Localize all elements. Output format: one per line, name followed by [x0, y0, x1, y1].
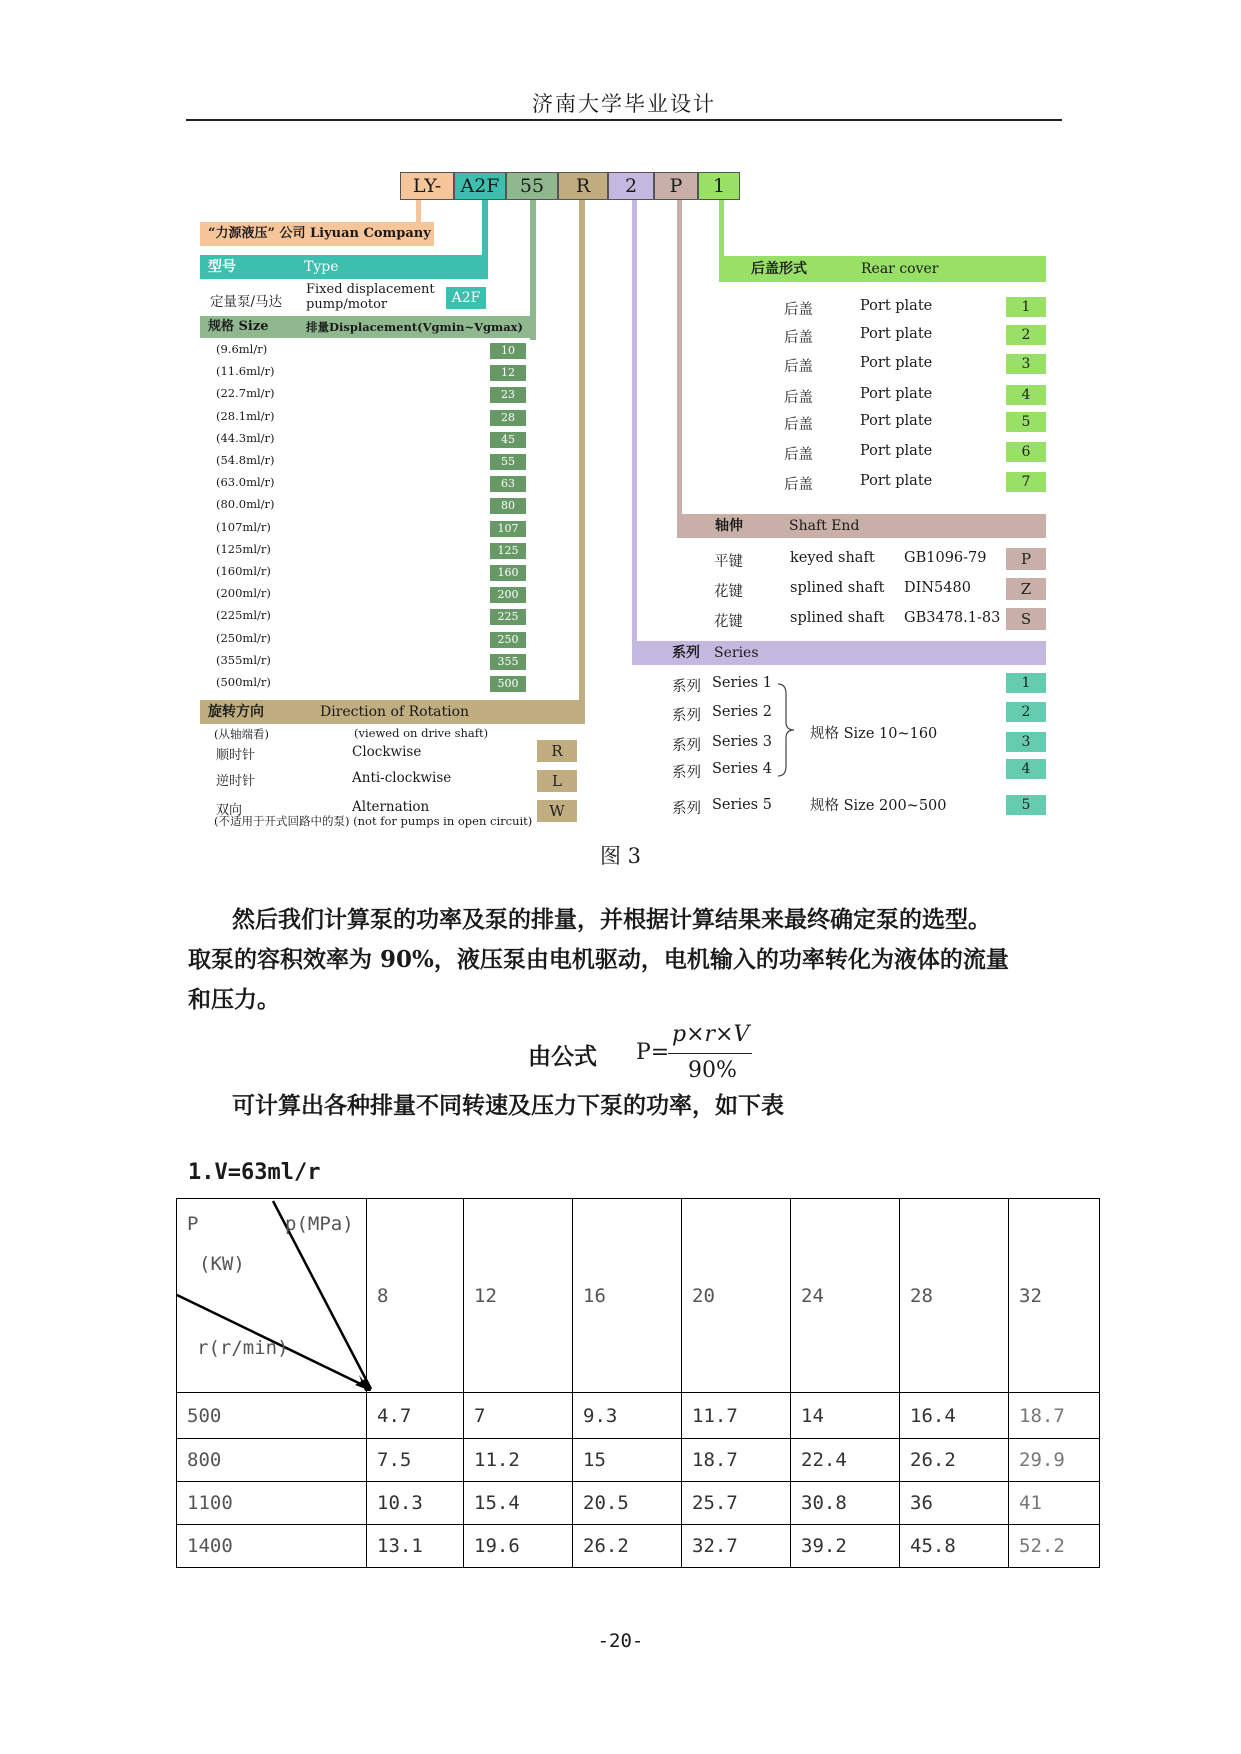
power-cell: 18.7: [682, 1439, 791, 1482]
speed-cell: 1100: [177, 1482, 367, 1525]
pressure-header: 12: [464, 1199, 573, 1393]
formula-numerator: p×r×V: [672, 1022, 750, 1047]
rotation-code: R: [537, 740, 577, 762]
shaft-end-bar-en: Shaft End: [789, 518, 860, 534]
connector-p: [677, 200, 682, 525]
size-displacement: (9.6ml/r): [216, 342, 268, 356]
rear-en: Port plate: [860, 326, 933, 342]
page-number: -20-: [597, 1630, 644, 1652]
corner-p: P: [187, 1213, 199, 1235]
shaft-std: GB3478.1-83: [904, 610, 1001, 626]
series-brace: [776, 682, 796, 778]
paragraph-2: 可计算出各种排量不同转速及压力下泵的功率，如下表: [232, 1092, 784, 1119]
power-cell: 14: [791, 1393, 900, 1439]
series-code: 2: [1006, 702, 1046, 722]
power-cell: 13.1: [367, 1525, 464, 1568]
size-displacement: (63.0ml/r): [216, 475, 275, 490]
series-code: 1: [1006, 673, 1046, 693]
power-cell: 15.4: [464, 1482, 573, 1525]
table-header-row: [177, 1199, 1100, 1393]
pressure-header: 28: [900, 1199, 1009, 1393]
series-cn: 系列: [672, 801, 701, 817]
size-bar-en: 排量Displacement(Vgmin~Vgmax): [306, 320, 523, 334]
page-header-title: 济南大学毕业设计: [532, 92, 716, 116]
rear-en: Port plate: [860, 473, 933, 489]
power-cell: 41: [1009, 1482, 1100, 1525]
connector-1: [719, 200, 724, 260]
rear-code: 2: [1006, 325, 1046, 345]
rear-cn: 后盖: [784, 330, 813, 346]
series-en: Series 5: [712, 797, 772, 813]
connector-r: [579, 200, 585, 700]
size-displacement: (44.3ml/r): [216, 430, 275, 445]
shaft-en: splined shaft: [790, 580, 885, 596]
size-code: 107: [490, 521, 526, 537]
size-displacement: (80.0ml/r): [216, 497, 275, 512]
power-cell: 10.3: [367, 1482, 464, 1525]
rear-code: 5: [1006, 412, 1046, 432]
fixed-cn: 定量泵/马达: [210, 294, 283, 310]
connector-2: [632, 200, 637, 665]
table-row: [177, 1482, 1100, 1525]
power-cell: 26.2: [900, 1439, 1009, 1482]
size-code: 355: [490, 654, 526, 670]
size-code: 45: [490, 432, 526, 448]
power-cell: 20.5: [573, 1482, 682, 1525]
size-code: 160: [490, 565, 526, 581]
shaft-cn: 花键: [714, 614, 743, 630]
rear-cover-bar-en: Rear cover: [861, 261, 939, 277]
rear-en: Port plate: [860, 355, 933, 371]
power-cell: 22.4: [791, 1439, 900, 1482]
formula-denominator: 90%: [688, 1058, 737, 1083]
rear-cn: 后盖: [784, 447, 813, 463]
code-box-3: R: [558, 172, 608, 200]
series-cn: 系列: [672, 765, 701, 781]
rotation-cn: 双向: [216, 803, 243, 818]
rotation-en: Clockwise: [352, 744, 422, 760]
speed-cell: 800: [177, 1439, 367, 1482]
series-cn: 系列: [672, 679, 701, 695]
code-box-4: 2: [608, 172, 654, 200]
table-row: [177, 1393, 1100, 1439]
table-corner-cell: [177, 1199, 367, 1393]
rear-cover-bar: [719, 256, 1046, 282]
power-cell: 7: [464, 1393, 573, 1439]
type-bar-cn: 型号: [208, 259, 236, 275]
corner-r: r(r/min): [197, 1337, 289, 1359]
table-row: [177, 1525, 1100, 1568]
corner-mpa: p(MPa): [285, 1213, 354, 1235]
rotation-bar: [200, 700, 585, 724]
power-cell: 9.3: [573, 1393, 682, 1439]
rotation-code: W: [537, 800, 577, 822]
rear-en: Port plate: [860, 298, 933, 314]
size-code: 12: [490, 365, 526, 381]
series-en: Series 3: [712, 734, 772, 750]
size-code: 23: [490, 387, 526, 403]
paragraph-1-line-1: 然后我们计算泵的功率及泵的排量，并根据计算结果来最终确定泵的选型。: [232, 906, 991, 933]
pressure-header: 20: [682, 1199, 791, 1393]
rear-en: Port plate: [860, 386, 933, 402]
rotation-bar-en: Direction of Rotation: [320, 704, 470, 720]
series-code: 5: [1006, 795, 1046, 815]
figure-caption: 图 3: [599, 844, 642, 868]
size-code: 63: [490, 476, 526, 492]
rotation-footnote: (不适用于开式回路中的泵) (not for pumps in open circuit): [214, 814, 533, 828]
rotation-code: L: [537, 770, 577, 792]
power-cell: 32.7: [682, 1525, 791, 1568]
series-en: Series 1: [712, 675, 772, 691]
rear-cn: 后盖: [784, 302, 813, 318]
rear-en: Port plate: [860, 443, 933, 459]
type-bar: [200, 255, 488, 279]
shaft-code: Z: [1006, 578, 1046, 600]
formula-prefix: 由公式: [528, 1043, 597, 1070]
power-cell: 4.7: [367, 1393, 464, 1439]
pressure-header: 16: [573, 1199, 682, 1393]
size-displacement: (500ml/r): [216, 675, 271, 689]
size-displacement: (250ml/r): [216, 630, 271, 645]
size-code: 125: [490, 543, 526, 559]
type-bar-en: Type: [304, 259, 339, 275]
code-box-1: A2F: [454, 172, 506, 200]
power-cell: 11.2: [464, 1439, 573, 1482]
rear-en: Port plate: [860, 413, 933, 429]
fixed-code: A2F: [446, 287, 486, 309]
size-displacement: (355ml/r): [216, 652, 271, 667]
rear-cover-bar-cn: 后盖形式: [751, 261, 807, 277]
power-cell: 39.2: [791, 1525, 900, 1568]
shaft-cn: 平键: [714, 554, 743, 570]
power-cell: 36: [900, 1482, 1009, 1525]
series-bar-en: Series: [714, 645, 759, 661]
size-displacement: (125ml/r): [216, 541, 271, 556]
rear-code: 7: [1006, 472, 1046, 492]
size-code: 55: [490, 454, 526, 470]
speed-cell: 1400: [177, 1525, 367, 1568]
series-size-b: 规格 Size 200~500: [810, 798, 947, 814]
rear-cn: 后盖: [784, 359, 813, 375]
shaft-code: P: [1006, 548, 1046, 570]
code-box-2: 55: [506, 172, 558, 200]
company-bar: “力源液压” 公司 Liyuan Company: [200, 222, 434, 246]
size-code: 500: [490, 676, 526, 692]
power-cell: 25.7: [682, 1482, 791, 1525]
series-cn: 系列: [672, 708, 701, 724]
series-bar: [632, 641, 1046, 665]
size-code: 200: [490, 587, 526, 603]
size-displacement: (225ml/r): [216, 608, 271, 623]
power-cell: 11.7: [682, 1393, 791, 1439]
series-code: 4: [1006, 759, 1046, 779]
size-displacement: (54.8ml/r): [216, 453, 275, 467]
fixed-en-1: Fixed displacement: [306, 282, 435, 297]
power-table: [176, 1198, 1100, 1568]
power-cell: 45.8: [900, 1525, 1009, 1568]
size-code: 10: [490, 343, 526, 359]
size-displacement: (28.1ml/r): [216, 408, 275, 423]
power-cell: 15: [573, 1439, 682, 1482]
shaft-std: GB1096-79: [904, 550, 987, 566]
series-bar-cn: 系列: [672, 645, 700, 661]
code-box-6: 1: [698, 172, 740, 200]
code-box-0: LY-: [400, 172, 454, 200]
size-code: 80: [490, 498, 526, 514]
shaft-end-bar: [677, 514, 1046, 538]
power-cell: 19.6: [464, 1525, 573, 1568]
power-cell: 16.4: [900, 1393, 1009, 1439]
size-bar: [200, 316, 536, 338]
shaft-code: S: [1006, 608, 1046, 630]
size-displacement: (107ml/r): [216, 519, 271, 534]
rear-cn: 后盖: [784, 390, 813, 406]
power-cell: 7.5: [367, 1439, 464, 1482]
rear-code: 4: [1006, 385, 1046, 405]
shaft-cn: 花键: [714, 584, 743, 600]
size-displacement: (200ml/r): [216, 586, 271, 601]
corner-kw: (KW): [199, 1253, 245, 1275]
size-code: 250: [490, 632, 526, 648]
shaft-en: keyed shaft: [790, 550, 875, 566]
formula-fraction-rule: [668, 1053, 752, 1054]
rotation-cn: 顺时针: [216, 748, 256, 763]
rear-code: 1: [1006, 297, 1046, 317]
size-displacement: (11.6ml/r): [216, 364, 275, 379]
rotation-bar-cn: 旋转方向: [208, 704, 264, 720]
power-cell: 29.9: [1009, 1439, 1100, 1482]
power-cell: 52.2: [1009, 1525, 1100, 1568]
fixed-en-2: pump/motor: [306, 297, 388, 312]
series-cn: 系列: [672, 738, 701, 754]
power-cell: 18.7: [1009, 1393, 1100, 1439]
size-bar-cn: 规格 Size: [208, 319, 269, 334]
series-code: 3: [1006, 732, 1046, 752]
header-rule: [186, 119, 1062, 121]
rotation-note-en: (viewed on drive shaft): [354, 726, 489, 740]
rotation-cn: 逆时针: [216, 774, 256, 789]
rotation-en: Anti-clockwise: [352, 770, 452, 786]
rear-code: 3: [1006, 354, 1046, 374]
paragraph-1-line-2: 取泵的容积效率为 90%，液压泵由电机驱动，电机输入的功率转化为液体的流量: [188, 946, 1009, 973]
series-en: Series 4: [712, 761, 772, 777]
rotation-en: Alternation: [352, 799, 430, 815]
size-code: 28: [490, 410, 526, 426]
table-title: 1.V=63ml/r: [188, 1160, 321, 1185]
shaft-en: splined shaft: [790, 610, 885, 626]
rotation-note-cn: (从轴端看): [214, 727, 269, 741]
size-displacement: (160ml/r): [216, 564, 271, 578]
pressure-header: 32: [1009, 1199, 1100, 1393]
power-cell: 30.8: [791, 1482, 900, 1525]
rear-cn: 后盖: [784, 417, 813, 433]
series-en: Series 2: [712, 704, 772, 720]
pressure-header: 8: [367, 1199, 464, 1393]
rear-cn: 后盖: [784, 477, 813, 493]
speed-cell: 500: [177, 1393, 367, 1439]
pressure-header: 24: [791, 1199, 900, 1393]
shaft-end-bar-cn: 轴伸: [715, 518, 743, 534]
power-cell: 26.2: [573, 1525, 682, 1568]
rear-code: 6: [1006, 442, 1046, 462]
table-row: [177, 1439, 1100, 1482]
shaft-std: DIN5480: [904, 580, 971, 596]
series-size-a: 规格 Size 10~160: [810, 726, 938, 742]
paragraph-1-line-3: 和压力。: [188, 986, 280, 1013]
code-box-5: P: [654, 172, 698, 200]
size-code: 225: [490, 609, 526, 625]
formula-lhs: P=: [636, 1040, 670, 1065]
size-displacement: (22.7ml/r): [216, 386, 275, 401]
